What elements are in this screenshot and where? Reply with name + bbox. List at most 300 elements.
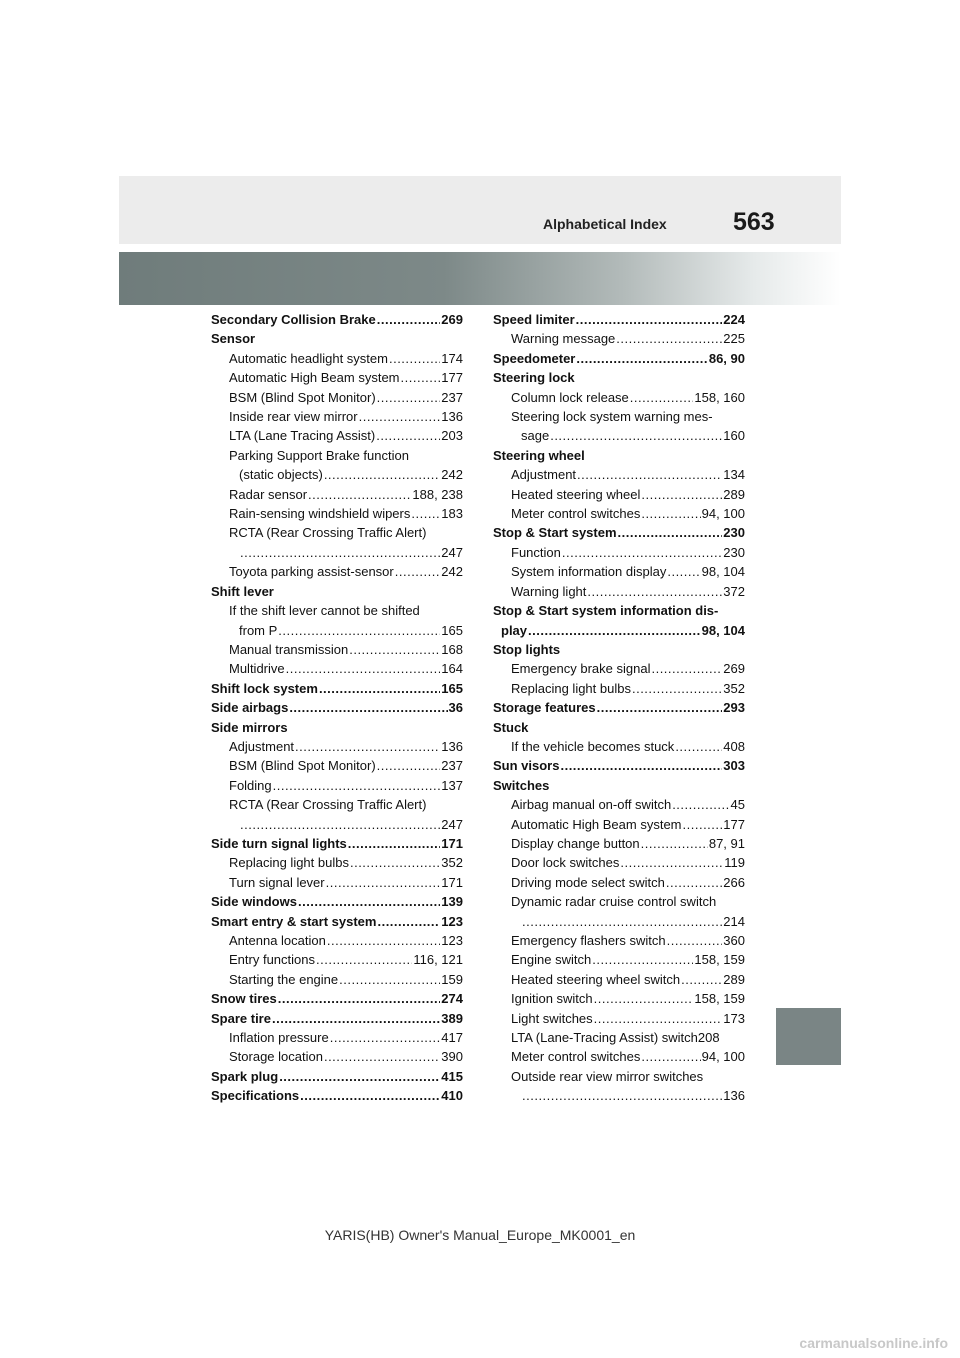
dot-leader bbox=[298, 892, 440, 911]
entry-text: Shift lock system bbox=[211, 680, 318, 696]
entry-page-ref: 164 bbox=[441, 661, 463, 677]
index-subentry bbox=[493, 815, 745, 834]
index-heading bbox=[493, 756, 745, 775]
entry-text: Ignition switch bbox=[511, 991, 593, 1007]
dot-leader bbox=[327, 931, 440, 950]
index-subentry bbox=[493, 737, 745, 756]
entry-page-ref: 303 bbox=[723, 758, 745, 774]
entry-page-ref: 171 bbox=[441, 874, 463, 890]
entry-text: Toyota parking assist-sensor bbox=[229, 564, 394, 580]
dot-leader bbox=[395, 562, 441, 581]
dot-leader bbox=[587, 582, 722, 601]
index-subentry bbox=[211, 640, 463, 659]
dot-leader bbox=[319, 679, 440, 698]
entry-text: Stop & Start system bbox=[493, 525, 617, 541]
index-subentry bbox=[211, 349, 463, 368]
entry-text: Adjustment bbox=[511, 467, 577, 483]
entry-text: Meter control switches bbox=[511, 1049, 641, 1065]
entry-text: BSM (Blind Spot Monitor) bbox=[229, 758, 376, 774]
entry-page-ref: 183 bbox=[441, 506, 463, 522]
index-subentry bbox=[211, 562, 463, 581]
entry-text: Function bbox=[511, 544, 561, 560]
dot-leader bbox=[592, 950, 693, 969]
entry-text: Sun visors bbox=[493, 758, 560, 774]
entry-page-ref: 158, 159 bbox=[694, 952, 745, 968]
dot-leader bbox=[597, 698, 723, 717]
dot-leader bbox=[326, 873, 441, 892]
index-subentry bbox=[493, 1086, 745, 1105]
chapter-side-tab bbox=[776, 1008, 841, 1065]
dot-leader bbox=[618, 523, 723, 542]
index-subentry bbox=[493, 407, 745, 426]
dot-leader bbox=[272, 1009, 440, 1028]
index-subentry bbox=[211, 659, 463, 678]
entry-text: Storage features bbox=[493, 700, 596, 716]
entry-text: LTA (Lane Tracing Assist) bbox=[229, 428, 376, 444]
entry-text: Display change button bbox=[511, 835, 640, 851]
entry-page-ref: 224 bbox=[723, 312, 745, 327]
entry-page-ref: 123 bbox=[441, 933, 463, 948]
entry-page-ref: 173 bbox=[723, 1010, 745, 1026]
index-subentry bbox=[211, 368, 463, 387]
index-subentry bbox=[493, 931, 745, 950]
entry-page-ref: 94, 100 bbox=[701, 506, 745, 522]
entry-page-ref: 98, 104 bbox=[701, 564, 745, 580]
dot-leader bbox=[550, 426, 722, 445]
index-subentry bbox=[211, 1028, 463, 1047]
index-subentry bbox=[493, 970, 745, 989]
entry-page-ref: 119 bbox=[724, 855, 745, 871]
dot-leader bbox=[308, 485, 411, 504]
dot-leader bbox=[576, 310, 723, 329]
header-gradient-band bbox=[119, 252, 841, 305]
index-subentry bbox=[493, 912, 745, 931]
entry-text: Parking Support Brake function bbox=[229, 447, 409, 463]
index-subentry bbox=[211, 388, 463, 407]
entry-text: Warning light bbox=[511, 583, 587, 599]
dot-leader bbox=[594, 1009, 723, 1028]
entry-page-ref: 159 bbox=[441, 971, 463, 987]
entry-text: LTA (Lane-Tracing Assist) switch bbox=[511, 1030, 698, 1046]
entry-page-ref: 123 bbox=[441, 913, 463, 929]
index-subentry bbox=[211, 523, 463, 542]
entry-page-ref: 352 bbox=[441, 855, 463, 871]
dot-leader bbox=[377, 388, 441, 407]
page-number: 563 bbox=[733, 208, 775, 236]
dot-leader bbox=[330, 1028, 441, 1047]
entry-text: If the shift lever cannot be shifted bbox=[229, 603, 420, 619]
index-subentry bbox=[211, 601, 463, 620]
entry-page-ref: 134 bbox=[723, 467, 745, 483]
entry-page-ref: 208 bbox=[697, 1030, 720, 1046]
entry-text: Secondary Collision Brake bbox=[211, 312, 376, 327]
dot-leader bbox=[348, 834, 441, 853]
index-heading bbox=[493, 640, 745, 659]
entry-text: RCTA (Rear Crossing Traffic Alert) bbox=[229, 797, 427, 813]
entry-page-ref: 203 bbox=[441, 428, 463, 444]
index-subentry bbox=[493, 426, 745, 445]
entry-text: Steering lock bbox=[493, 370, 575, 386]
entry-text: System information display bbox=[511, 564, 667, 580]
entry-text: Meter control switches bbox=[511, 506, 641, 522]
index-subentry bbox=[493, 1067, 745, 1086]
entry-text: Speed limiter bbox=[493, 312, 575, 327]
index-subentry bbox=[493, 892, 745, 911]
dot-leader bbox=[683, 815, 723, 834]
entry-page-ref: 165 bbox=[441, 680, 463, 696]
entry-text: Sensor bbox=[211, 331, 256, 347]
entry-text: Driving mode select switch bbox=[511, 874, 665, 890]
index-heading bbox=[211, 1067, 463, 1086]
entry-text: Side mirrors bbox=[211, 719, 288, 735]
dot-leader bbox=[324, 465, 440, 484]
entry-text: Door lock switches bbox=[511, 855, 620, 871]
entry-page-ref: 352 bbox=[723, 680, 745, 696]
dot-leader bbox=[240, 543, 440, 562]
dot-leader bbox=[641, 834, 708, 853]
index-subentry bbox=[211, 407, 463, 426]
entry-page-ref: 415 bbox=[441, 1068, 463, 1084]
index-subentry bbox=[211, 426, 463, 445]
page-header bbox=[119, 176, 841, 244]
entry-text: Steering lock system warning mes- bbox=[511, 409, 713, 425]
index-heading bbox=[211, 834, 463, 853]
entry-page-ref: 94, 100 bbox=[701, 1049, 745, 1065]
entry-text: Emergency brake signal bbox=[511, 661, 651, 677]
index-subentry bbox=[493, 989, 745, 1008]
entry-page-ref: 171 bbox=[441, 835, 463, 851]
dot-leader bbox=[666, 873, 722, 892]
dot-leader bbox=[377, 912, 440, 931]
entry-page-ref: 158, 160 bbox=[694, 389, 745, 405]
index-heading bbox=[211, 310, 463, 329]
entry-page-ref: 237 bbox=[441, 389, 463, 405]
index-subentry bbox=[493, 621, 745, 640]
entry-page-ref: 177 bbox=[723, 816, 745, 832]
index-subentry bbox=[493, 950, 745, 969]
entry-page-ref: 86, 90 bbox=[708, 350, 745, 366]
index-subentry bbox=[493, 504, 745, 523]
entry-text: Snow tires bbox=[211, 991, 277, 1007]
dot-leader bbox=[667, 931, 723, 950]
entry-text: Replacing light bulbs bbox=[511, 680, 631, 696]
entry-page-ref: 214 bbox=[723, 913, 745, 929]
index-heading bbox=[211, 989, 463, 1008]
entry-text: Manual transmission bbox=[229, 641, 349, 657]
index-subentry bbox=[493, 873, 745, 892]
dot-leader bbox=[377, 756, 441, 775]
entry-page-ref: 188, 238 bbox=[412, 486, 463, 502]
entry-text: RCTA (Rear Crossing Traffic Alert) bbox=[229, 525, 427, 541]
entry-page-ref: 136 bbox=[441, 409, 463, 425]
index-heading bbox=[211, 912, 463, 931]
dot-leader bbox=[359, 407, 441, 426]
entry-page-ref: 274 bbox=[441, 991, 463, 1007]
index-subentry bbox=[493, 465, 745, 484]
entry-page-ref: 136 bbox=[723, 1088, 745, 1104]
entry-text: play bbox=[501, 622, 528, 638]
entry-text: Smart entry & start system bbox=[211, 913, 377, 929]
entry-text: Starting the engine bbox=[229, 971, 339, 987]
section-title: Alphabetical Index bbox=[543, 216, 667, 232]
entry-page-ref: 165 bbox=[441, 622, 463, 638]
dot-leader bbox=[577, 465, 722, 484]
index-subentry bbox=[493, 834, 745, 853]
dot-leader bbox=[295, 737, 440, 756]
entry-page-ref: 136 bbox=[441, 738, 463, 754]
index-subentry bbox=[211, 795, 463, 814]
entry-text: Shift lever bbox=[211, 583, 274, 599]
entry-page-ref: 389 bbox=[441, 1010, 463, 1026]
entry-text: Side turn signal lights bbox=[211, 835, 347, 851]
index-heading bbox=[493, 368, 745, 387]
index-subentry bbox=[493, 1028, 745, 1047]
entry-text: Spark plug bbox=[211, 1068, 279, 1084]
index-heading bbox=[211, 329, 463, 348]
index-subentry bbox=[211, 465, 463, 484]
dot-leader bbox=[350, 853, 440, 872]
entry-text: Warning message bbox=[511, 331, 616, 347]
entry-page-ref: 174 bbox=[441, 350, 463, 366]
index-subentry bbox=[493, 659, 745, 678]
entry-page-ref: 293 bbox=[723, 700, 745, 716]
index-subentry bbox=[211, 446, 463, 465]
entry-text: from P bbox=[239, 622, 278, 638]
dot-leader bbox=[594, 989, 694, 1008]
entry-page-ref: 289 bbox=[723, 486, 745, 502]
entry-page-ref: 225 bbox=[723, 331, 745, 347]
dot-leader bbox=[377, 310, 441, 329]
dot-leader bbox=[672, 795, 729, 814]
dot-leader bbox=[300, 1086, 440, 1105]
entry-page-ref: 289 bbox=[723, 971, 745, 987]
entry-text: Automatic headlight system bbox=[229, 350, 388, 366]
entry-page-ref: 266 bbox=[723, 874, 745, 890]
entry-page-ref: 417 bbox=[441, 1030, 463, 1046]
dot-leader bbox=[389, 349, 440, 368]
entry-text: sage bbox=[521, 428, 550, 444]
entry-page-ref: 360 bbox=[723, 933, 745, 948]
dot-leader bbox=[620, 853, 723, 872]
entry-page-ref: 158, 159 bbox=[694, 991, 745, 1007]
entry-text: Stop & Start system information dis- bbox=[493, 603, 719, 619]
entry-text: Speedometer bbox=[493, 350, 576, 366]
footer-manual-id: YARIS(HB) Owner's Manual_Europe_MK0001_en bbox=[324, 1227, 636, 1243]
entry-text: Storage location bbox=[229, 1049, 323, 1065]
entry-text: BSM (Blind Spot Monitor) bbox=[229, 389, 376, 405]
index-subentry bbox=[211, 737, 463, 756]
index-subentry bbox=[493, 853, 745, 872]
index-subentry bbox=[493, 485, 745, 504]
dot-leader bbox=[278, 621, 440, 640]
index-subentry bbox=[211, 1047, 463, 1066]
entry-page-ref: 116, 121 bbox=[413, 952, 463, 968]
dot-leader bbox=[316, 950, 412, 969]
entry-text: Specifications bbox=[211, 1088, 300, 1104]
entry-text: Switches bbox=[493, 777, 550, 793]
index-heading bbox=[211, 1009, 463, 1028]
entry-text: Stop lights bbox=[493, 641, 561, 657]
index-column-right bbox=[493, 310, 745, 1106]
entry-page-ref: 98, 104 bbox=[701, 622, 745, 638]
dot-leader bbox=[641, 504, 700, 523]
index-heading bbox=[211, 582, 463, 601]
dot-leader bbox=[401, 368, 441, 387]
entry-page-ref: 269 bbox=[441, 312, 463, 327]
index-subentry bbox=[211, 621, 463, 640]
entry-text: Emergency flashers switch bbox=[511, 933, 666, 948]
entry-page-ref: 269 bbox=[723, 661, 745, 677]
dot-leader bbox=[278, 989, 441, 1008]
dot-leader bbox=[286, 659, 441, 678]
index-subentry bbox=[493, 1009, 745, 1028]
index-subentry bbox=[211, 853, 463, 872]
entry-text: Radar sensor bbox=[229, 486, 308, 502]
entry-page-ref: 372 bbox=[723, 583, 745, 599]
dot-leader bbox=[616, 329, 722, 348]
index-heading bbox=[493, 310, 745, 329]
entry-text: Inside rear view mirror bbox=[229, 409, 358, 425]
index-heading bbox=[493, 446, 745, 465]
entry-page-ref: 177 bbox=[441, 370, 463, 386]
index-subentry bbox=[493, 582, 745, 601]
entry-text: Steering wheel bbox=[493, 447, 585, 463]
dot-leader bbox=[560, 756, 722, 775]
dot-leader bbox=[562, 543, 722, 562]
entry-page-ref: 139 bbox=[441, 894, 463, 910]
entry-text: Adjustment bbox=[229, 738, 295, 754]
entry-text: Spare tire bbox=[211, 1010, 271, 1026]
index-subentry bbox=[211, 873, 463, 892]
entry-text: Replacing light bulbs bbox=[229, 855, 349, 871]
entry-page-ref: 87, 91 bbox=[708, 835, 745, 851]
index-heading bbox=[493, 349, 745, 368]
entry-page-ref: 168 bbox=[441, 641, 463, 657]
dot-leader bbox=[349, 640, 440, 659]
entry-text: Multidrive bbox=[229, 661, 285, 677]
index-heading bbox=[211, 698, 463, 717]
index-subentry bbox=[211, 776, 463, 795]
entry-page-ref: 230 bbox=[723, 525, 745, 541]
entry-text: Side airbags bbox=[211, 700, 289, 716]
entry-text: Inflation pressure bbox=[229, 1030, 329, 1046]
index-heading bbox=[493, 718, 745, 737]
entry-text: Dynamic radar cruise control switch bbox=[511, 894, 717, 910]
index-subentry bbox=[493, 562, 745, 581]
index-heading bbox=[211, 679, 463, 698]
index-subentry bbox=[493, 795, 745, 814]
entry-text: Rain-sensing windshield wipers bbox=[229, 506, 411, 522]
entry-page-ref: 36 bbox=[448, 700, 463, 716]
entry-page-ref: 230 bbox=[723, 544, 745, 560]
entry-page-ref: 247 bbox=[441, 816, 463, 832]
entry-page-ref: 410 bbox=[441, 1088, 463, 1104]
entry-text: Folding bbox=[229, 777, 272, 793]
entry-text: Heated steering wheel switch bbox=[511, 971, 681, 987]
entry-page-ref: 247 bbox=[441, 544, 463, 560]
dot-leader bbox=[675, 737, 722, 756]
entry-text: Outside rear view mirror switches bbox=[511, 1068, 704, 1084]
dot-leader bbox=[273, 776, 441, 795]
entry-page-ref: 242 bbox=[441, 564, 463, 580]
index-subentry bbox=[211, 485, 463, 504]
dot-leader bbox=[339, 970, 440, 989]
entry-page-ref: 390 bbox=[441, 1049, 463, 1065]
entry-page-ref: 45 bbox=[730, 797, 745, 813]
index-heading bbox=[211, 718, 463, 737]
index-heading bbox=[211, 1086, 463, 1105]
index-heading bbox=[493, 601, 745, 620]
entry-text: Airbag manual on-off switch bbox=[511, 797, 672, 813]
entry-text: Turn signal lever bbox=[229, 874, 325, 890]
index-subentry bbox=[211, 543, 463, 562]
index-subentry bbox=[211, 815, 463, 834]
dot-leader bbox=[630, 388, 694, 407]
dot-leader bbox=[528, 621, 701, 640]
index-subentry bbox=[493, 388, 745, 407]
index-subentry bbox=[211, 970, 463, 989]
entry-text: Entry functions bbox=[229, 952, 315, 968]
entry-text: Antenna location bbox=[229, 933, 326, 948]
index-column-left bbox=[211, 310, 463, 1106]
index-subentry bbox=[493, 679, 745, 698]
index-heading bbox=[211, 892, 463, 911]
index-subentry bbox=[493, 543, 745, 562]
entry-text: (static objects) bbox=[239, 467, 323, 483]
dot-leader bbox=[667, 562, 700, 581]
dot-leader bbox=[522, 1086, 722, 1105]
index-heading bbox=[493, 776, 745, 795]
index-subentry bbox=[211, 756, 463, 775]
entry-text: Light switches bbox=[511, 1010, 593, 1026]
dot-leader bbox=[632, 679, 722, 698]
index-subentry bbox=[211, 931, 463, 950]
dot-leader bbox=[376, 426, 440, 445]
entry-page-ref: 160 bbox=[723, 428, 745, 444]
entry-text: Side windows bbox=[211, 894, 297, 910]
index-subentry bbox=[211, 504, 463, 523]
dot-leader bbox=[324, 1047, 440, 1066]
index-subentry bbox=[493, 329, 745, 348]
dot-leader bbox=[522, 912, 722, 931]
index-heading bbox=[493, 523, 745, 542]
entry-text: If the vehicle becomes stuck bbox=[511, 738, 675, 754]
entry-text: Column lock release bbox=[511, 389, 629, 405]
entry-text: Automatic High Beam system bbox=[229, 370, 400, 386]
index-subentry bbox=[493, 1047, 745, 1066]
entry-page-ref: 137 bbox=[441, 777, 463, 793]
dot-leader bbox=[289, 698, 447, 717]
dot-leader bbox=[681, 970, 722, 989]
dot-leader bbox=[279, 1067, 440, 1086]
index-subentry bbox=[211, 950, 463, 969]
entry-page-ref: 237 bbox=[441, 758, 463, 774]
entry-text: Automatic High Beam system bbox=[511, 816, 682, 832]
dot-leader bbox=[576, 349, 707, 368]
dot-leader bbox=[641, 1047, 700, 1066]
watermark: carmanualsonline.info bbox=[799, 1335, 948, 1351]
index-heading bbox=[493, 698, 745, 717]
entry-page-ref: 242 bbox=[441, 467, 463, 483]
dot-leader bbox=[411, 504, 440, 523]
dot-leader bbox=[641, 485, 722, 504]
entry-text: Stuck bbox=[493, 719, 529, 735]
dot-leader bbox=[651, 659, 722, 678]
entry-text: Heated steering wheel bbox=[511, 486, 641, 502]
dot-leader bbox=[240, 815, 440, 834]
entry-page-ref: 408 bbox=[723, 738, 745, 754]
entry-text: Engine switch bbox=[511, 952, 592, 968]
